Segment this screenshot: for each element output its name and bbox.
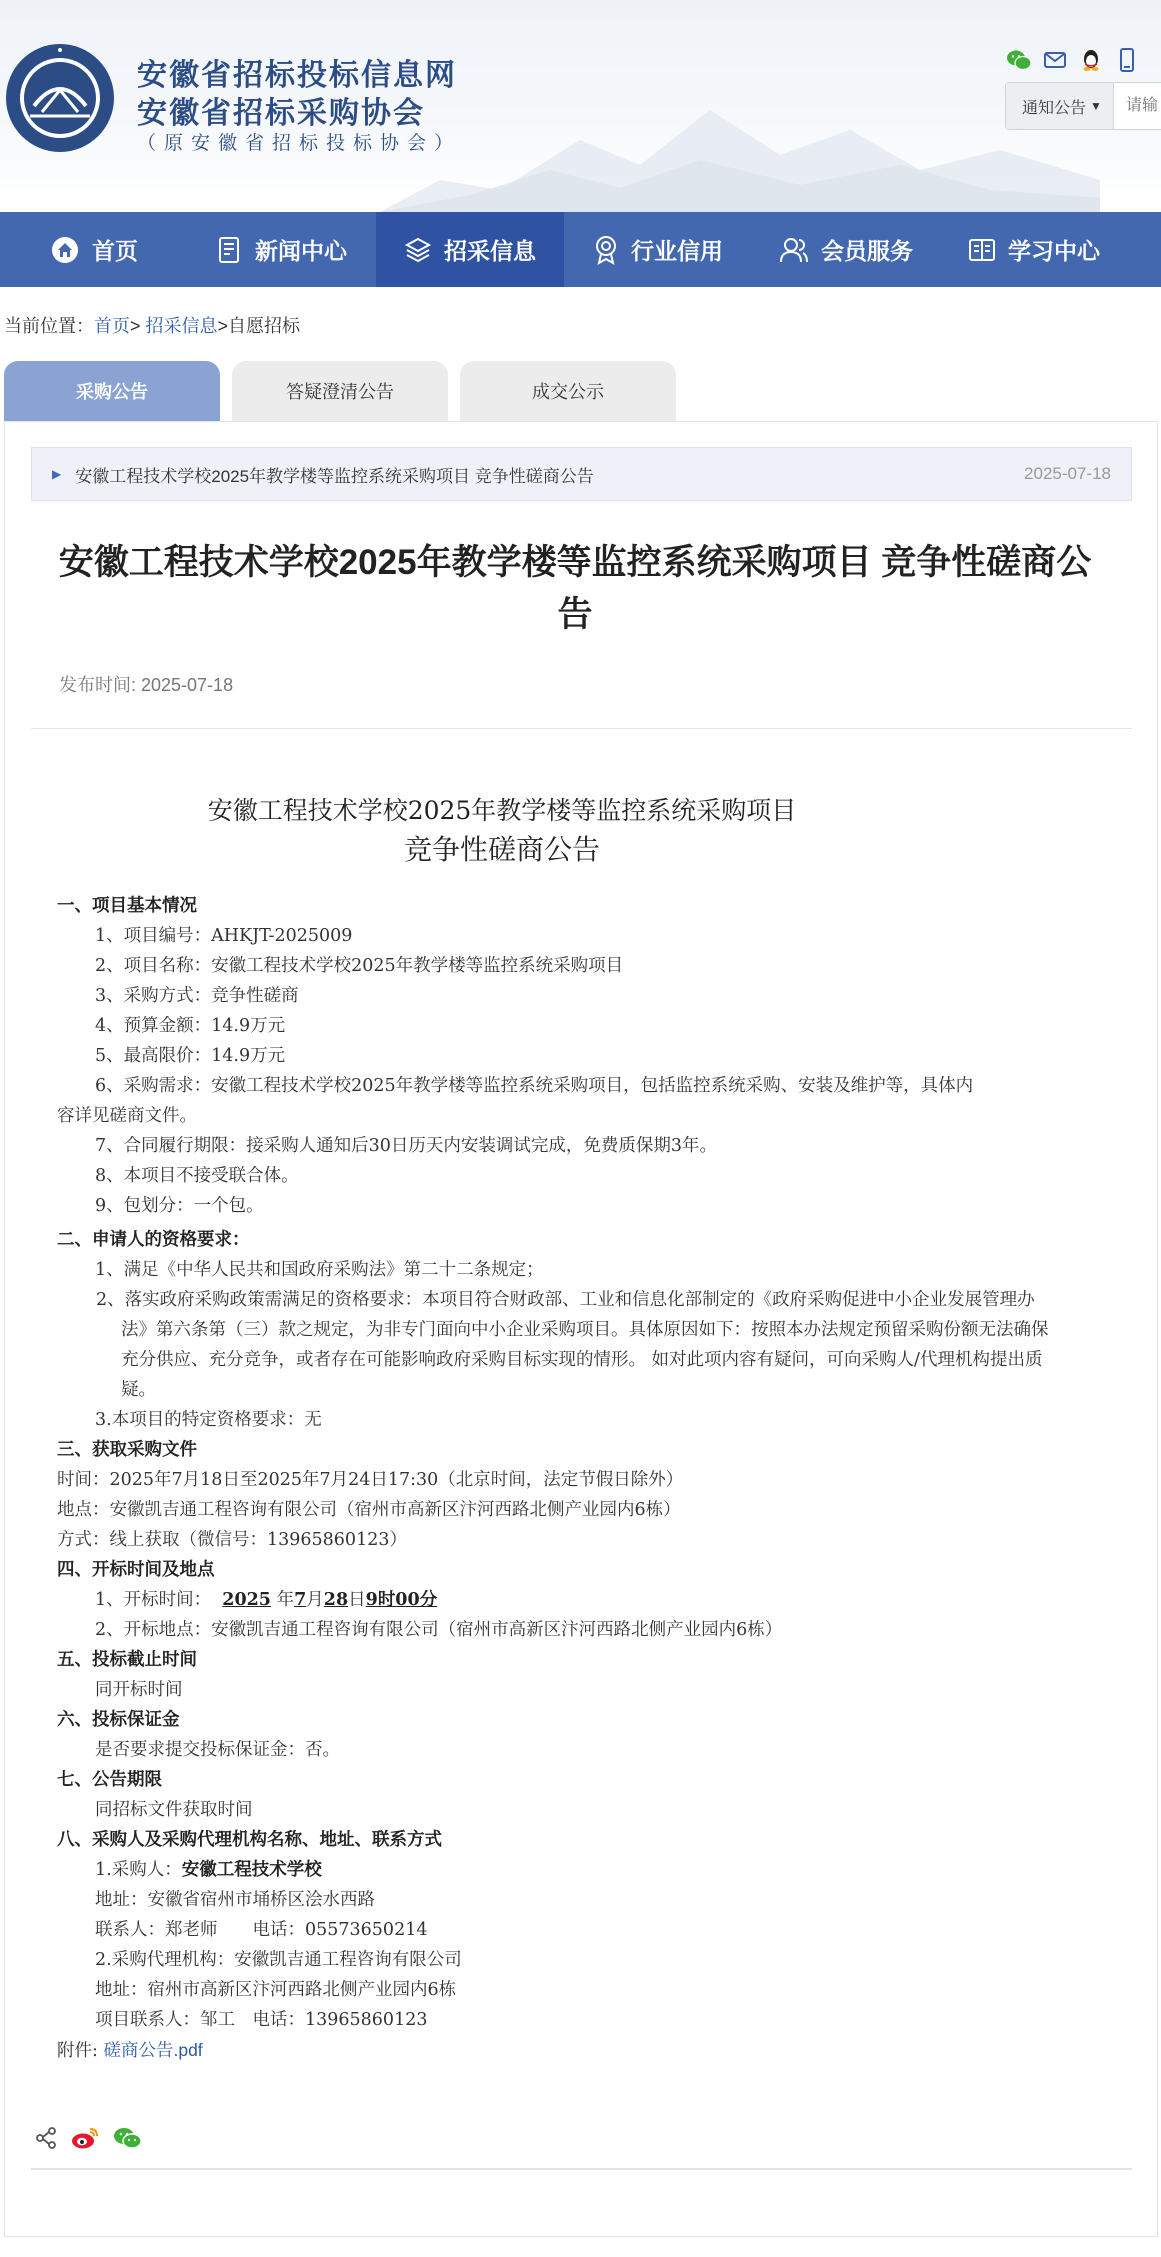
year-unit: 年 — [276, 1590, 295, 1610]
section-heading: 四、开标时间及地点 — [57, 1560, 215, 1580]
hour-unit: 时00分 — [377, 1590, 438, 1610]
opening-time-label: 1、开标时间： — [95, 1590, 212, 1610]
article-body — [57, 891, 1097, 2066]
day-unit: 日 — [348, 1590, 366, 1610]
paragraph: 联系人：郑老师 电话：05573650214 — [95, 1920, 428, 1940]
paragraph: 地点：安徽凯吉通工程咨询有限公司（宿州市高新区汴河西路北侧产业园内6栋） — [57, 1500, 681, 1520]
paragraph: 8、本项目不接受联合体。 — [95, 1166, 299, 1186]
opening-day: 28 — [323, 1590, 349, 1610]
qq-icon[interactable] — [1077, 46, 1105, 74]
divider — [31, 728, 1132, 729]
association-logo — [4, 42, 116, 154]
notice-list-title: 安徽工程技术学校2025年教学楼等监控系统采购项目 竞争性磋商公告 — [75, 466, 594, 486]
paragraph: 2、项目名称：安徽工程技术学校2025年教学楼等监控系统采购项目 — [95, 956, 624, 976]
breadcrumb — [4, 312, 300, 338]
opening-hour: 9 — [365, 1590, 378, 1610]
article-title: 安徽工程技术学校2025年教学楼等监控系统采购项目 竞争性磋商公告 — [58, 543, 1092, 634]
tab-clarification-notice[interactable]: 答疑澄清公告 — [232, 361, 448, 421]
notice-list-item[interactable] — [31, 447, 1132, 501]
breadcrumb-separator: > — [130, 316, 141, 336]
breadcrumb-current: 自愿招标 — [228, 316, 301, 336]
nav-item-learning[interactable] — [940, 212, 1128, 287]
breadcrumb-section-link[interactable]: 招采信息 — [145, 316, 218, 336]
notice-list-date: 2025-07-18 — [1024, 464, 1111, 483]
document-subtitle: 竞争性磋商公告 — [403, 833, 600, 866]
home-icon — [50, 235, 80, 265]
paragraph: 9、包划分：一个包。 — [95, 1196, 264, 1216]
paragraph: 7、合同履行期限：接采购人通知后30日历天内安装调试完成，免费质保期3年。 — [95, 1136, 718, 1156]
section-heading: 七、公告期限 — [57, 1770, 162, 1790]
month-unit: 月 — [306, 1590, 324, 1610]
breadcrumb-separator: > — [217, 316, 229, 336]
paragraph: 1、满足《中华人民共和国政府采购法》第二十二条规定； — [95, 1260, 544, 1280]
paragraph: 容详见磋商文件。 — [57, 1106, 197, 1126]
nav-item-news[interactable] — [188, 212, 376, 287]
attachment-row — [57, 2035, 1097, 2066]
paragraph: 3.本项目的特定资格要求：无 — [95, 1410, 322, 1430]
content-card — [4, 421, 1158, 2237]
paragraph: 2、开标地点：安徽凯吉通工程咨询有限公司（宿州市高新区汴河西路北侧产业园内6栋） — [95, 1620, 783, 1640]
opening-year: 2025 — [222, 1590, 271, 1610]
search-category-select[interactable] — [1006, 83, 1114, 129]
triangle-right-icon: ▶ — [52, 467, 62, 481]
section-heading: 三、获取采购文件 — [57, 1440, 197, 1460]
publish-time: 发布时间: 2025-07-18 — [59, 675, 234, 695]
main-nav — [0, 212, 1161, 287]
section-heading: 八、采购人及采购代理机构名称、地址、联系方式 — [57, 1830, 442, 1850]
search-input[interactable] — [1114, 84, 1161, 128]
share-bar — [35, 2126, 143, 2150]
opening-month: 7 — [294, 1590, 307, 1610]
wechat-icon[interactable] — [1005, 46, 1033, 74]
book-icon — [968, 237, 996, 263]
section-heading: 五、投标截止时间 — [57, 1650, 197, 1670]
search-box — [1005, 82, 1161, 130]
paragraph: 6、采购需求：安徽工程技术学校2025年教学楼等监控系统采购项目，包括监控系统采购、安装及维护等，具体内 — [95, 1076, 974, 1096]
purchaser-name: 安徽工程技术学校 — [181, 1860, 322, 1880]
section-heading: 六、投标保证金 — [57, 1710, 180, 1730]
section-heading: 二、申请人的资格要求： — [57, 1230, 250, 1250]
medal-icon — [593, 235, 619, 265]
mail-icon[interactable] — [1041, 46, 1069, 74]
paragraph — [57, 1585, 1097, 1615]
weibo-icon[interactable] — [71, 2126, 99, 2150]
paragraph: 5、最高限价：14.9万元 — [95, 1046, 286, 1066]
nav-item-credit[interactable] — [564, 212, 752, 287]
breadcrumb-prefix: 当前位置： — [4, 316, 94, 336]
nav-item-label: 行业信用 — [631, 238, 723, 264]
paragraph: 方式：线上获取（微信号：13965860123） — [57, 1530, 407, 1550]
wechat-icon[interactable] — [113, 2126, 143, 2150]
nav-item-label: 会员服务 — [821, 238, 913, 264]
breadcrumb-home-link[interactable]: 首页 — [94, 316, 130, 336]
divider — [31, 2168, 1132, 2170]
nav-item-member[interactable] — [752, 212, 940, 287]
nav-item-label: 首页 — [92, 238, 138, 264]
paragraph: 1、项目编号：AHKJT-2025009 — [95, 926, 353, 946]
attachment-label: 附件: — [57, 2041, 98, 2061]
mobile-icon[interactable] — [1113, 46, 1141, 74]
paragraph: 同招标文件获取时间 — [95, 1800, 253, 1820]
paragraph: 项目联系人：邹工 电话：13965860123 — [95, 2010, 428, 2030]
nav-item-procurement[interactable] — [376, 212, 564, 287]
top-icon-bar — [1005, 46, 1141, 74]
site-name-former: （原安徽省招标投标协会） — [137, 132, 462, 154]
site-name-primary: 安徽省招标投标信息网 — [137, 58, 457, 93]
paragraph: 地址：安徽省宿州市埇桥区浍水西路 — [95, 1890, 375, 1910]
users-icon — [779, 236, 809, 264]
paragraph: 2、落实政府采购政策需满足的资格要求：本项目符合财政部、工业和信息化部制定的《政府采购促进中小企业发展管理办法》第六条第（三）款之规定，为非专门面向中小企业采购项目。具体原因如下：按照本办法规定预留采购份额无法确保充分供应、充分竞争，或者存在可能影响政府采购目标实现的情形。 如对此项内容有疑问，可向采购人/代理机构提出质疑。 — [96, 1290, 1049, 1400]
paragraph: 3、采购方式：竞争性磋商 — [95, 986, 299, 1006]
paragraph: 时间：2025年7月18日至2025年7月24日17:30（北京时间，法定节假日除外） — [57, 1470, 684, 1490]
paragraph: 4、预算金额：14.9万元 — [95, 1016, 286, 1036]
paragraph: 地址：宿州市高新区汴河西路北侧产业园内6栋 — [95, 1980, 457, 2000]
notice-tabs — [4, 361, 676, 421]
attachment-link[interactable]: 磋商公告.pdf — [103, 2040, 203, 2060]
paragraph: 2.采购代理机构：安徽凯吉通工程咨询有限公司 — [95, 1950, 462, 1970]
paragraph — [57, 1855, 1097, 1885]
share-icon[interactable] — [35, 2127, 57, 2149]
purchaser-label: 1.采购人： — [95, 1860, 182, 1880]
document-title: 安徽工程技术学校2025年教学楼等监控系统采购项目 — [207, 796, 797, 825]
site-header — [0, 0, 1161, 212]
paragraph: 同开标时间 — [95, 1680, 183, 1700]
layers-icon — [404, 236, 432, 264]
nav-item-home[interactable] — [0, 212, 188, 287]
tab-procurement-notice[interactable]: 采购公告 — [4, 361, 220, 421]
site-name-secondary: 安徽省招标采购协会 — [137, 96, 425, 131]
section-heading: 一、项目基本情况 — [57, 896, 197, 916]
paragraph: 是否要求提交投标保证金：否。 — [95, 1740, 340, 1760]
search-category-value: 通知公告 — [1022, 99, 1087, 117]
nav-item-label: 新闻中心 — [255, 238, 347, 264]
nav-item-label: 招采信息 — [444, 238, 536, 264]
tab-award-notice[interactable]: 成交公示 — [460, 361, 676, 421]
nav-item-label: 学习中心 — [1008, 238, 1100, 264]
mountain-background — [380, 70, 1100, 212]
news-icon — [217, 236, 243, 264]
chevron-down-icon: ▼ — [1090, 99, 1102, 113]
